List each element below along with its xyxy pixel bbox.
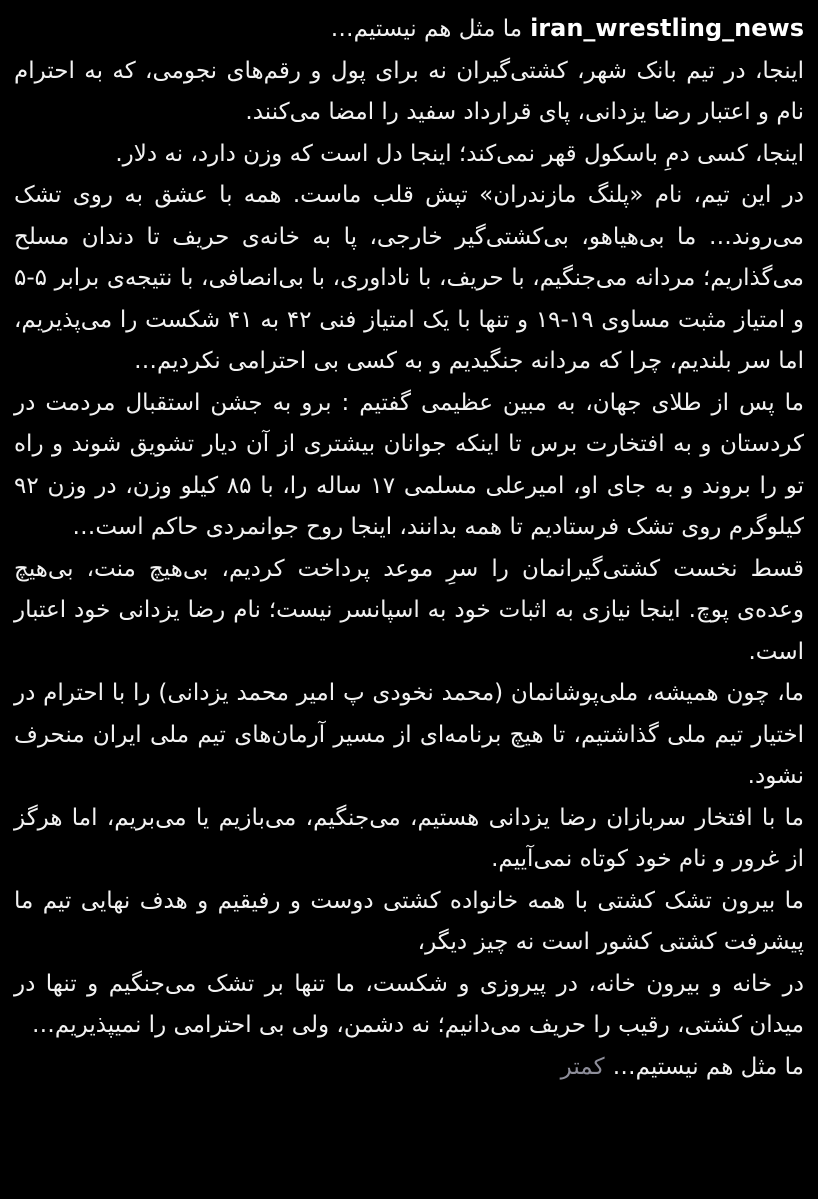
caption-paragraph: قسط نخست کشتی‌گیرانمان را سرِ موعد پرداخت کردیم، بی‌هیچ منت، بی‌هیچ وعده‌ی پوچ. اینجا نیازی به اثبات خود به اسپانسر نیست؛ نام رضا یزدانی خود اعتبار است.: [14, 555, 804, 665]
caption-paragraph: ما با افتخار سربازان رضا یزدانی هستیم، می‌جنگیم، می‌بازیم یا می‌بریم، اما هرگز از غرور و نام خود کوتاه نمی‌آییم.: [14, 804, 804, 872]
caption-paragraph: ما، چون همیشه، ملی‌پوشانمان (محمد نخودی پ امیر محمد یزدانی) را با احترام در اختیار تیم ملی گذاشتیم، تا هیچ برنامه‌ای از مسیر آرمان‌های تیم ملی ایران منحرف نشود.: [14, 680, 804, 789]
caption-closing: [14, 1047, 804, 1089]
caption-paragraph: در این تیم، نام «پلنگ مازندران» تپش قلب ماست. همه با عشق به روی تشک می‌روند… ما بی‌هیاهو، بی‌کشتی‌گیر خارجی، پا به خانه‌ی حریف تا دندان مسلح می‌گذاریم؛ مردانه می‌جنگیم، با حریف، با ناداوری، با بی‌انصافی، با نتیجه‌ی برابر ۵-۵ و امتیاز مثبت مساوی ۱۹-۱۹ و تنها با یک امتیاز فنی ۴۲ به ۴۱ شکست را می‌پذیریم، اما سر بلندیم، چرا که مردانه جنگیدیم و به کسی بی احترامی نکردیم…: [14, 182, 804, 374]
caption-paragraph: در خانه و بیرون خانه، در پیروزی و شکست، ما تنها بر تشک می‌جنگیم و تنها در میدان کشتی، رقیب را حریف می‌دانیم؛ نه دشمن، ولی بی احترامی را نمیپذیریم…: [14, 970, 804, 1038]
show-less-link[interactable]: کمتر: [560, 1053, 605, 1080]
caption-paragraph: اینجا، در تیم بانک شهر، کشتی‌گیران نه برای پول و رقم‌های نجومی، که به احترام نام و اعتبار رضا یزدانی، پای قرارداد سفید را امضا می‌کنند.: [14, 57, 804, 125]
caption-header: [14, 8, 804, 51]
post-caption: [14, 8, 804, 1088]
caption-paragraph: ما پس از طلای جهان، به مبین عظیمی گفتیم : برو به جشن استقبال مردمت در کردستان و به افتخارت برس تا اینکه جوانان بیشتری از آن دیار تشویق شوند و راه تو را بروند و به جای او، امیرعلی مسلمی ۱۷ ساله را، با ۸۵ کیلو وزن، در وزن ۹۲ کیلوگرم روی تشک فرستادیم تا همه بدانند، اینجا روح جوانمردی حاکم است…: [14, 389, 804, 540]
caption-paragraph: ما بیرون تشک کشتی با همه خانواده کشتی دوست و رفیقیم و هدف نهایی تیم ما پیشرفت کشتی کشور است نه چیز دیگر،: [14, 887, 804, 955]
username-link[interactable]: iran_wrestling_news: [530, 14, 804, 42]
caption-closing-text: ما مثل هم نیستیم…: [612, 1053, 804, 1080]
caption-first-line: ما مثل هم نیستیم…: [330, 16, 523, 42]
caption-paragraph: اینجا، کسی دمِ باسکول قهر نمی‌کند؛ اینجا دل است که وزن دارد، نه دلار.: [115, 140, 804, 167]
